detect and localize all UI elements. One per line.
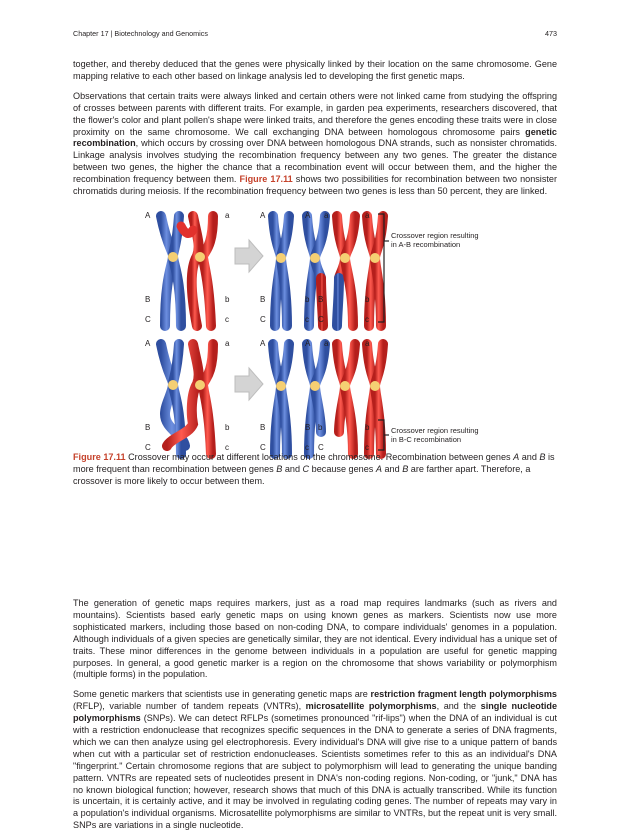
arrow-icon: [235, 240, 263, 272]
key-term: microsatellite polymorphisms: [305, 701, 437, 712]
figure-caption: [73, 452, 557, 488]
gene-label-B: B: [260, 422, 266, 432]
gene-label-a: a: [365, 210, 370, 220]
page-header: [73, 28, 557, 40]
figure-caption-wrap: [73, 450, 557, 502]
gene-label-B: B: [260, 294, 266, 304]
text-run: and: [282, 463, 303, 474]
text-run: and: [381, 463, 403, 474]
gene-label-c: c: [365, 314, 369, 324]
text-run: A: [513, 451, 520, 462]
gene-label-b: b: [365, 294, 370, 304]
text-run: and: [519, 451, 540, 462]
centromere: [310, 381, 320, 391]
gene-label-c: c: [225, 314, 229, 324]
gene-label-b: b: [318, 422, 323, 432]
top-row: [145, 211, 479, 326]
text-run: shows two possibilities for recombination between two nonsister chromatids during meiosis. If the recombination frequency between two genes is less than 50 percent, they are linked.: [73, 174, 557, 197]
gene-label-c: c: [305, 442, 309, 452]
text-run: B: [539, 451, 546, 462]
result-blue-chromosome: [273, 216, 289, 326]
gene-label-A: A: [145, 338, 151, 348]
crossover-note-ab-line2: in A-B recombination: [391, 239, 461, 249]
text-run: , which occurs by crossing over DNA between homologous DNA strands, such as nonsister chromatids. Linkage analysis involves studying the recombination frequency between any two genes. The greater the distance between two genes, the higher the chance that a recombination event will occur between them, and the higher the recombination frequency between them.: [73, 138, 557, 185]
text-run: C: [302, 463, 310, 474]
gene-label-A: A: [305, 338, 311, 348]
gene-label-a: a: [225, 338, 230, 348]
chapter-title: Chapter 17 | Biotechnology and Genomics: [73, 29, 208, 38]
centromere: [276, 381, 286, 391]
gene-label-c: c: [305, 314, 309, 324]
gene-label-a: a: [324, 338, 329, 348]
gene-label-b: b: [365, 422, 370, 432]
crossover-note-ab-line1: Crossover region resulting: [391, 230, 479, 240]
page-content: [73, 59, 557, 840]
text-run: Observations that certain traits were always linked and certain others were not linked came from studying the offspring of crosses between parents with different traits. For example, in garden pea experiments, researchers discovered, that the flower's color and plant pollen's shape were linked traits, and therefore the genes encoding these traits were in close proximity on the same chromosome. We call exchanging DNA between homologous chromosome pairs: [73, 90, 557, 137]
result-recombinant-chromosome-1: [307, 216, 325, 326]
gene-label-c: c: [225, 442, 229, 452]
text-run: are farther apart. Therefore, a crossover is more likely to occur between them.: [73, 463, 531, 486]
gene-label-C: C: [318, 314, 324, 324]
gene-label-a: a: [365, 338, 370, 348]
blue-chromosome-pair: [161, 216, 181, 326]
paragraph-1: together, and thereby deduced that the genes were physically linked by their location on the same chromosome. Gene mapping relative to each other based on linkage analysis led to developing the first genetic maps.: [73, 59, 557, 81]
gene-label-C: C: [318, 442, 324, 452]
centromere: [195, 380, 205, 390]
gene-label-A: A: [260, 338, 266, 348]
gene-label-a: a: [324, 210, 329, 220]
figure-17-11: [73, 206, 557, 598]
gene-label-B: B: [145, 294, 151, 304]
text-run: B: [276, 463, 283, 474]
bottom-row: [145, 339, 479, 454]
text-run: (RFLP), variable number of tandem repeats (VNTRs),: [73, 701, 306, 712]
gene-label-B: B: [305, 422, 311, 432]
crossover-note-bc-line2: in B-C recombination: [391, 434, 462, 444]
text-run: A: [375, 463, 382, 474]
centromere: [340, 381, 350, 391]
text-run: (SNPs). We can detect RFLPs (sometimes pronounced "rif-lips") when the DNA of an individual is cut with a restriction endonuclease that recognizes specific sequences in the DNA to generate a series of DNA fragments, which we can then analyze using gel electrophoresis. Every individual's DNA will give rise to a unique pattern of bands when cut with a particular set of restriction endonucleases. Scientists sometimes refer to this as an individual's DNA "fingerprint." Certain chromosome regions that are subject to polymorphism will lead to generating the unique banding pattern. VNTRs are repeated sets of nucleotides present in DNA's non-coding regions. Non-coding, or "junk," DNA has no known biological function; however, research shows that much of this DNA is actually transcribed. While its function is uncertain, it is certainly active, and it may be involved in regulating coding genes. The number of repeats may vary in a population's individual organisms. Microsatellite polymorphisms are similar to VNTRs, but the repeat unit is very small. SNPs are variations in a single nucleotide.: [73, 713, 557, 831]
text-run: Some genetic markers that scientists use in generating genetic maps are: [73, 689, 371, 700]
gene-label-C: C: [260, 442, 266, 452]
text-run: , and the: [436, 701, 481, 712]
centromere: [276, 253, 286, 263]
text-run: is more frequent than recombination between genes: [73, 451, 555, 474]
centromere: [195, 252, 205, 262]
gene-label-c: c: [365, 442, 369, 452]
gene-label-a: a: [225, 210, 230, 220]
page-number: 473: [545, 29, 557, 38]
centromere: [340, 253, 350, 263]
text-run: B: [402, 463, 409, 474]
paragraph-2: [73, 91, 557, 198]
result-recombinant-chromosome-2: [337, 344, 355, 454]
key-term: single nucleotide polymorphisms: [73, 701, 557, 724]
text-run: Crossover may occur at different locations on the chromosome. Recombination between genes: [125, 451, 514, 462]
key-term: genetic recombination: [73, 126, 557, 149]
result-recombinant-chromosome-2: [337, 216, 355, 326]
gene-label-A: A: [260, 210, 266, 220]
arrow-icon: [235, 368, 263, 400]
result-recombinant-chromosome-1: [307, 344, 325, 454]
caption-label: Figure 17.11: [73, 451, 126, 462]
figure-link[interactable]: Figure 17.11: [239, 174, 293, 185]
centromere: [168, 252, 178, 262]
gene-label-B: B: [318, 294, 324, 304]
recombination-diagram: [73, 206, 557, 452]
gene-label-b: b: [225, 294, 230, 304]
gene-label-b: b: [305, 294, 310, 304]
result-red-chromosome: [367, 216, 383, 326]
gene-label-A: A: [145, 210, 151, 220]
centromere: [168, 380, 178, 390]
gene-label-C: C: [260, 314, 266, 324]
gene-label-b: b: [225, 422, 230, 432]
gene-label-C: C: [145, 442, 151, 452]
crossover-note-bc-line1: Crossover region resulting: [391, 425, 479, 435]
centromere: [310, 253, 320, 263]
text-run: because genes: [309, 463, 376, 474]
gene-label-A: A: [305, 210, 311, 220]
gene-label-B: B: [145, 422, 151, 432]
gene-label-C: C: [145, 314, 151, 324]
result-red-chromosome: [367, 344, 383, 454]
paragraph-3: The generation of genetic maps requires markers, just as a road map requires landmarks (such as rivers and mountains). Scientists based early genetic maps on using known genes as markers. Scientists now use more sophisticated markers, including those based on non-coding DNA, to compare individuals' genomes in a population. Although individuals of a given species are genetically similar, they are not identical. Every individual has a unique set of traits. These minor differences in the genome between individuals in a population are useful for genetic mapping purposes. In general, a good genetic marker is a region on the chromosome that shows variability or polymorphism (multiple forms) in the population.: [73, 597, 557, 680]
centromere: [370, 381, 380, 391]
centromere: [370, 253, 380, 263]
paragraph-4: [73, 689, 557, 832]
result-blue-chromosome: [273, 344, 289, 454]
key-term: restriction fragment length polymorphisms: [370, 689, 557, 700]
